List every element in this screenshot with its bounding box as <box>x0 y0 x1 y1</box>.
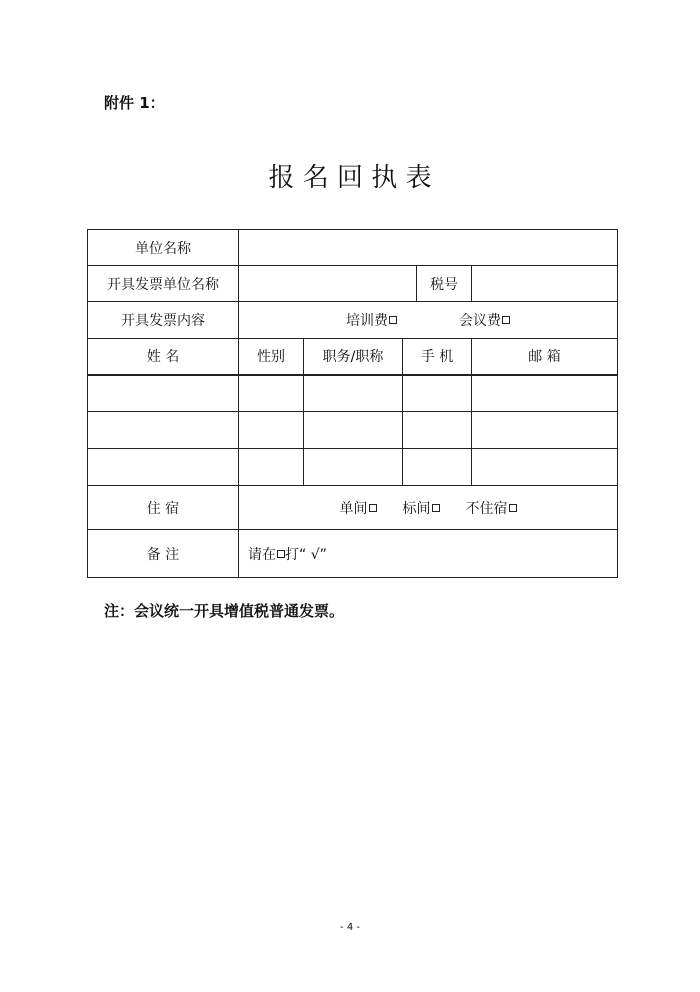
checkbox-icon <box>277 550 285 558</box>
table-row <box>88 449 618 486</box>
option-no-lodging-label: 不住宿 <box>465 500 508 517</box>
option-no-lodging[interactable] <box>466 498 517 518</box>
col-name-header: 姓 名 <box>88 339 239 375</box>
lodging-label: 住 宿 <box>88 486 239 530</box>
page-number: - 4 - <box>340 922 360 933</box>
gender-cell[interactable] <box>239 375 304 412</box>
checkbox-icon[interactable] <box>509 504 517 512</box>
invoice-org-input[interactable] <box>239 266 417 302</box>
invoice-note: 注：会议统一开具增值税普通发票。 <box>104 602 345 620</box>
checkbox-icon[interactable] <box>502 316 510 324</box>
phone-cell[interactable] <box>403 449 472 486</box>
name-cell[interactable] <box>88 412 239 449</box>
attachment-label: 附件 1： <box>104 94 165 112</box>
col-gender-header: 性别 <box>239 339 304 375</box>
lodging-options <box>239 486 618 530</box>
option-training-fee-label: 培训费 <box>346 313 389 329</box>
option-single-room[interactable] <box>340 498 377 518</box>
invoice-content-options <box>239 302 618 339</box>
title-cell[interactable] <box>304 375 403 412</box>
option-single-room-label: 单间 <box>339 500 368 517</box>
col-phone-header: 手 机 <box>403 339 472 375</box>
remark-label: 备 注 <box>88 530 239 578</box>
option-standard-room[interactable] <box>403 498 440 518</box>
table-row <box>88 375 618 412</box>
invoice-org-label: 开具发票单位名称 <box>88 266 239 302</box>
phone-cell[interactable] <box>403 412 472 449</box>
lodging-row <box>88 486 618 530</box>
org-name-label: 单位名称 <box>88 230 239 266</box>
title-cell[interactable] <box>304 449 403 486</box>
tax-id-input[interactable] <box>472 266 618 302</box>
remark-text-after: 打“ √” <box>285 546 327 563</box>
col-title-header: 职务/职称 <box>304 339 403 375</box>
title-cell[interactable] <box>304 412 403 449</box>
org-name-input[interactable] <box>239 230 618 266</box>
col-email-header: 邮 箱 <box>472 339 618 375</box>
gender-cell[interactable] <box>239 412 304 449</box>
remark-text-before: 请在 <box>248 546 276 563</box>
option-meeting-fee-label: 会议费 <box>459 313 502 329</box>
name-cell[interactable] <box>88 375 239 412</box>
option-meeting-fee[interactable] <box>459 310 510 330</box>
checkbox-icon[interactable] <box>432 504 440 512</box>
checkbox-icon[interactable] <box>389 316 397 324</box>
name-cell[interactable] <box>88 449 239 486</box>
table-row <box>88 412 618 449</box>
tax-id-label: 税号 <box>417 266 472 302</box>
invoice-content-label: 开具发票内容 <box>88 302 239 339</box>
remark-row <box>88 530 618 578</box>
phone-cell[interactable] <box>403 375 472 412</box>
remark-text <box>239 530 618 578</box>
page-title: 报 名 回 执 表 <box>268 163 432 193</box>
email-cell[interactable] <box>472 449 618 486</box>
email-cell[interactable] <box>472 412 618 449</box>
org-name-row <box>88 230 618 266</box>
email-cell[interactable] <box>472 375 618 412</box>
column-header-row <box>88 339 618 375</box>
invoice-org-row <box>88 266 618 302</box>
option-training-fee[interactable] <box>346 310 397 330</box>
checkbox-icon[interactable] <box>369 504 377 512</box>
invoice-content-row <box>88 302 618 339</box>
registration-form-table <box>87 229 618 578</box>
gender-cell[interactable] <box>239 449 304 486</box>
option-standard-room-label: 标间 <box>402 500 431 517</box>
